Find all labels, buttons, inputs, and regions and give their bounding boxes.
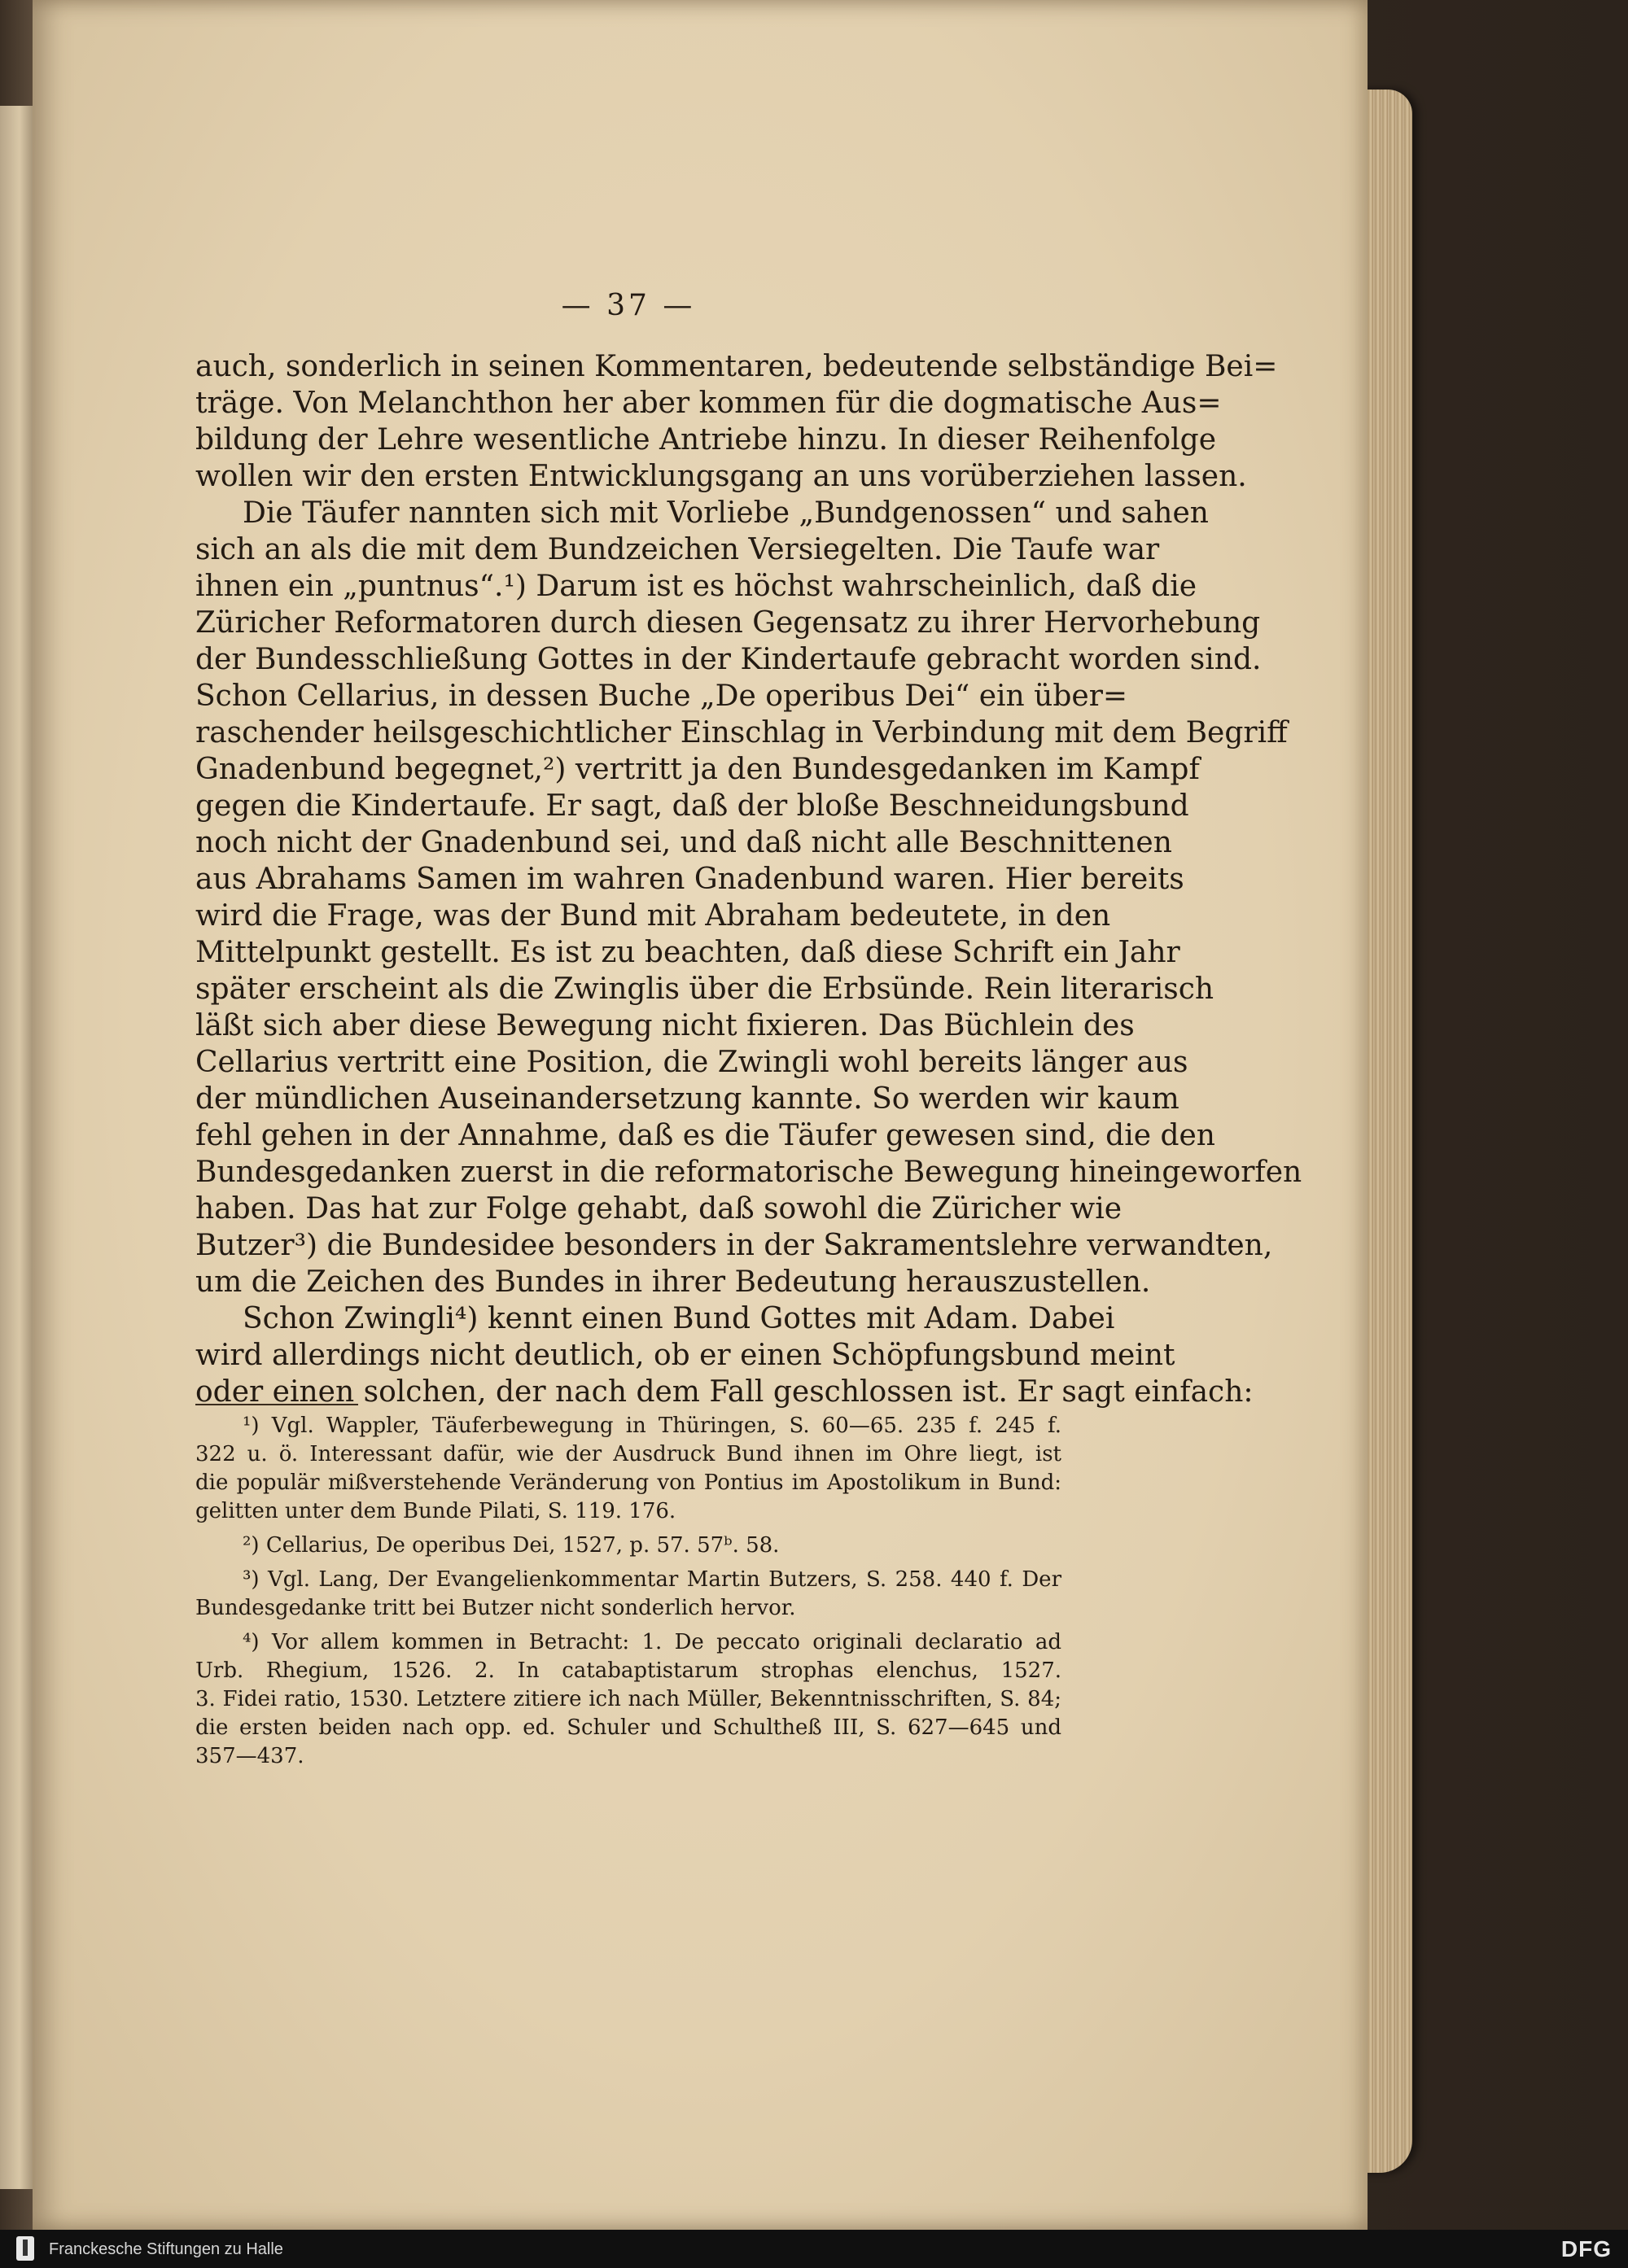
text-line: ihnen ein „puntnus“.¹) Darum ist es höchst wahrscheinlich, daß die [195, 570, 1197, 603]
text-line: Züricher Reformatoren durch diesen Gegensatz zu ihrer Hervorhebung [195, 606, 1261, 640]
footnote-line: gelitten unter dem Bunde Pilati, S. 119. 176. [195, 1499, 676, 1523]
text-line: Die Täufer nannten sich mit Vorliebe „Bundgenossen“ und sahen [243, 496, 1209, 530]
text-line: fehl gehen in der Annahme, daß es die Täufer gewesen sind, die den [195, 1119, 1215, 1152]
institution-name: Franckesche Stiftungen zu Halle [49, 2240, 283, 2258]
footnote-line: 3. Fidei ratio, 1530. Letztere zitiere ich nach Müller, Bekenntnisschriften, S. 84; [195, 1687, 1061, 1711]
text-line: Butzer³) die Bundesidee besonders in der Sakramentslehre verwandten, [195, 1229, 1273, 1262]
text-line: Schon Cellarius, in dessen Buche „De operibus Dei“ ein über= [195, 680, 1128, 713]
footnote-line: 322 u. ö. Interessant dafür, wie der Ausdruck Bund ihnen im Ohre liegt, ist [195, 1442, 1061, 1466]
text-line: wollen wir den ersten Entwicklungsgang an uns vorüberziehen lassen. [195, 460, 1247, 493]
footnote-line: Bundesgedanke tritt bei Butzer nicht sonderlich hervor. [195, 1596, 796, 1620]
text-line: Gnadenbund begegnet,²) vertritt ja den Bundesgedanken im Kampf [195, 753, 1200, 786]
text-line: Mittelpunkt gestellt. Es ist zu beachten, daß diese Schrift ein Jahr [195, 936, 1180, 969]
text-line: oder einen solchen, der nach dem Fall geschlossen ist. Er sagt einfach: [195, 1375, 1254, 1409]
text-line: um die Zeichen des Bundes in ihrer Bedeutung herauszustellen. [195, 1265, 1151, 1299]
footnote-line: die ersten beiden nach opp. ed. Schuler und Schultheß III, S. 627—645 und [195, 1715, 1061, 1740]
body-text [195, 348, 1302, 1410]
text-line: läßt sich aber diese Bewegung nicht fixieren. Das Büchlein des [195, 1009, 1135, 1042]
text-line: träge. Von Melanchthon her aber kommen für die dogmatische Aus= [195, 387, 1222, 420]
text-line: der Bundesschließung Gottes in der Kindertaufe gebracht worden sind. [195, 643, 1262, 676]
footnote-line: die populär mißverstehende Veränderung von Pontius im Apostolikum in Bund: [195, 1470, 1061, 1495]
facing-page-edge [0, 106, 33, 2189]
text-line: gegen die Kindertaufe. Er sagt, daß der bloße Beschneidungsbund [195, 789, 1189, 823]
text-line: sich an als die mit dem Bundzeichen Versiegelten. Die Taufe war [195, 533, 1160, 566]
text-line: noch nicht der Gnadenbund sei, und daß nicht alle Beschnittenen [195, 826, 1172, 859]
dfg-logo: DFG [1560, 2236, 1612, 2261]
footnote-line: ³) Vgl. Lang, Der Evangelienkommentar Martin Butzers, S. 258. 440 f. Der [243, 1567, 1061, 1592]
viewer-footer [0, 2230, 1628, 2268]
text-line: aus Abrahams Samen im wahren Gnadenbund waren. Hier bereits [195, 863, 1184, 896]
text-line: wird allerdings nicht deutlich, ob er einen Schöpfungsbund meint [195, 1339, 1175, 1372]
text-line: Cellarius vertritt eine Position, die Zwingli wohl bereits länger aus [195, 1046, 1188, 1079]
text-line: Schon Zwingli⁴) kennt einen Bund Gottes mit Adam. Dabei [243, 1302, 1115, 1335]
text-line: haben. Das hat zur Folge gehabt, daß sowohl die Züricher wie [195, 1192, 1123, 1226]
institution-logo-icon [16, 2236, 34, 2261]
text-line: der mündlichen Auseinandersetzung kannte. So werden wir kaum [195, 1082, 1179, 1116]
page-content [195, 0, 1302, 2230]
footnotes [195, 1412, 1061, 1771]
book-page [33, 0, 1368, 2230]
page-number: — 37 — [561, 289, 696, 322]
footnote-line: ⁴) Vor allem kommen in Betracht: 1. De peccato originali declaratio ad [243, 1630, 1061, 1654]
text-line: auch, sonderlich in seinen Kommentaren, bedeutende selbständige Bei= [195, 350, 1278, 383]
text-line: Bundesgedanken zuerst in die reformatorische Bewegung hineingeworfen [195, 1156, 1302, 1189]
text-line: wird die Frage, was der Bund mit Abraham bedeutete, in den [195, 899, 1111, 933]
text-line: bildung der Lehre wesentliche Antriebe hinzu. In dieser Reihenfolge [195, 423, 1217, 457]
footnote-line: ²) Cellarius, De operibus Dei, 1527, p. 57. 57ᵇ. 58. [243, 1533, 780, 1558]
text-line: später erscheint als die Zwinglis über die Erbsünde. Rein literarisch [195, 972, 1214, 1006]
footnote-divider [195, 1404, 358, 1405]
text-line: raschender heilsgeschichtlicher Einschlag in Verbindung mit dem Begriff [195, 716, 1288, 749]
footnote-line: 357—437. [195, 1744, 304, 1768]
footnote-line: ¹) Vgl. Wappler, Täuferbewegung in Thüringen, S. 60—65. 235 f. 245 f. [243, 1414, 1061, 1438]
footnote-line: Urb. Rhegium, 1526. 2. In catabaptistarum strophas elenchus, 1527. [195, 1658, 1061, 1683]
